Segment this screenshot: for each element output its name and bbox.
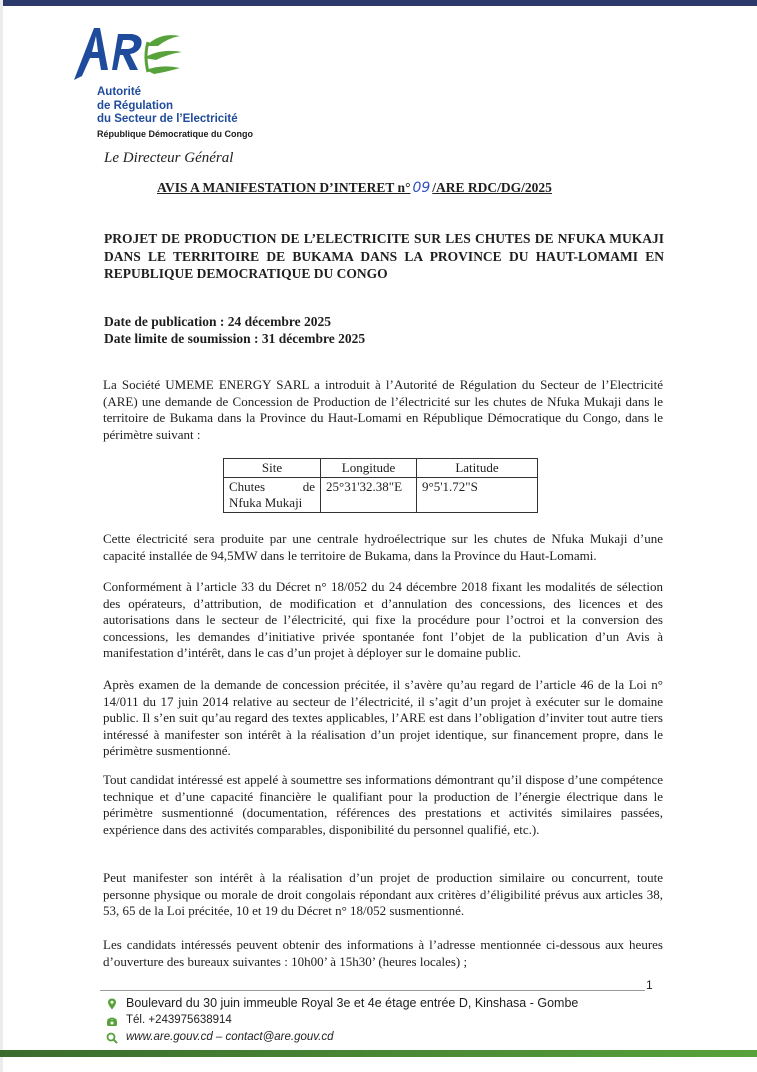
paragraph-intro: La Société UMEME ENERGY SARL a introduit à l’Autorité de Régulation du Secteur de l’Electricité (ARE) une demande de Concession de Production de l’électricité sur les chutes de Nfuka Mukaji dans le territoire de Bukama dans la Province du Haut-Lomami en République Démocratique du Congo, dans le périmètre suivant : [103, 377, 663, 442]
are-logo [68, 24, 188, 88]
footer-phone-row [106, 1012, 578, 1029]
paragraph-eligibility: Peut manifester son intérêt à la réalisation d’un projet de production similaire ou concurrent, toute personne physique ou morale de droit congolais répondant aux critères d’éligibilité prévus aux articles 38, 53, 65 de la Loi précitée, 10 et 19 du Décret n° 18/052 susmentionné. [103, 870, 663, 918]
scan-edge [0, 0, 3, 1072]
submission-deadline: Date limite de soumission : 31 décembre 2025 [104, 331, 366, 346]
search-icon [106, 1032, 118, 1044]
paragraph-candidates: Tout candidat intéressé est appelé à soumettre ses informations démontrant qu’il dispose d’une compétence technique et d’une capacité financière le qualifiant pour la production de l’énergie électrique dans le périmètre susmentionné (documentation, références des prestations et activités similaires passées, expérience dans des activités comparables, disponibilité du personnel qualifié, etc.). [103, 772, 663, 837]
paragraph-capacity: Cette électricité sera produite par une centrale hydroélectrique sur les chutes de Nfuka Mukaji d’une capacité installée de 94,5MW dans le territoire de Bukama, dans la Province du Haut-Lomami. [103, 531, 663, 563]
paragraph-information: Les candidats intéressés peuvent obtenir des informations à l’adresse mentionnée ci-dessous aux heures d’ouverture des bureaux suivantes : 10h00’ à 15h30’ (heures locales) ; [103, 937, 663, 969]
publication-date: Date de publication : 24 décembre 2025 [104, 314, 331, 329]
footer-address-row [106, 995, 578, 1012]
table-row [224, 478, 538, 513]
location-icon [106, 998, 118, 1010]
organization-name [97, 86, 253, 141]
footer-divider [100, 990, 645, 991]
director-title: Le Directeur Général [104, 150, 234, 166]
org-line-3: du Secteur de l’Electricité [97, 113, 238, 125]
avis-prefix: AVIS A MANIFESTATION D’INTERET n° [157, 180, 411, 195]
avis-number: 09 [412, 180, 431, 196]
paragraph-legal-basis: Conformément à l’article 33 du Décret n° 18/052 du 24 décembre 2018 fixant les modalités de sélection des opérateurs, d’attribution, de modification et d’annulation des concessions, des licences et des autorisations dans le secteur de l’électricité, qui fixe la procédure pour l’octroi et la conversion des concessions, les demandes d’initiative privée spontanée font l’objet de la publication d’un Avis à manifestation d’intérêt, dans le cas d’un projet à déployer sur le domaine public. [103, 579, 663, 660]
footer-address: Boulevard du 30 juin immeuble Royal 3e et 4e étage entrée D, Kinshasa - Gombe [126, 996, 579, 1010]
cell-site: Chutes de Nfuka Mukaji [224, 478, 321, 513]
footer-web-row [106, 1029, 578, 1046]
top-border [0, 0, 757, 6]
header-longitude: Longitude [321, 459, 417, 478]
footer-contact [106, 995, 578, 1046]
avis-heading [157, 180, 552, 196]
header-site: Site [224, 459, 321, 478]
table-header-row [224, 459, 538, 478]
header-latitude: Latitude [417, 459, 538, 478]
bottom-border [0, 1050, 757, 1057]
project-title: PROJET DE PRODUCTION DE L’ELECTRICITE SUR LES CHUTES DE NFUKA MUKAJI DANS LE TERRITOIRE DE BUKAMA DANS LA PROVINCE DU HAUT-LOMAMI EN REPUBLIQUE DEMOCRATIQUE DU CONGO [104, 231, 664, 281]
phone-icon [106, 1015, 118, 1027]
footer-web: www.are.gouv.cd – contact@are.gouv.cd [126, 1031, 334, 1043]
site-coordinates-table [223, 458, 538, 513]
org-line-2: de Régulation [97, 99, 174, 112]
avis-suffix: /ARE RDC/DG/2025 [432, 180, 552, 195]
dates-block [104, 313, 365, 347]
cell-latitude: 9°5'1.72"S [417, 478, 538, 513]
page-number: 1 [646, 978, 653, 992]
paragraph-examination: Après examen de la demande de concession précitée, il s’avère qu’au regard de l’article 46 de la Loi n° 14/011 du 17 juin 2014 relative au secteur de l’électricité, il s’agit d’un projet à exécuter sur le domaine public. Il s’en suit qu’au regard des textes applicables, l’ARE est dans l’obligation d’inviter tout autre tiers intéressé à manifester son intérêt à la réalisation d’un projet identique, sur financement propre, dans le périmètre susmentionné. [103, 677, 663, 758]
org-line-1: Autorité [97, 86, 142, 98]
cell-longitude: 25°31'32.38"E [321, 478, 417, 513]
footer-phone: Tél. +243975638914 [126, 1014, 232, 1026]
country-name: République Démocratique du Congo [97, 128, 254, 139]
